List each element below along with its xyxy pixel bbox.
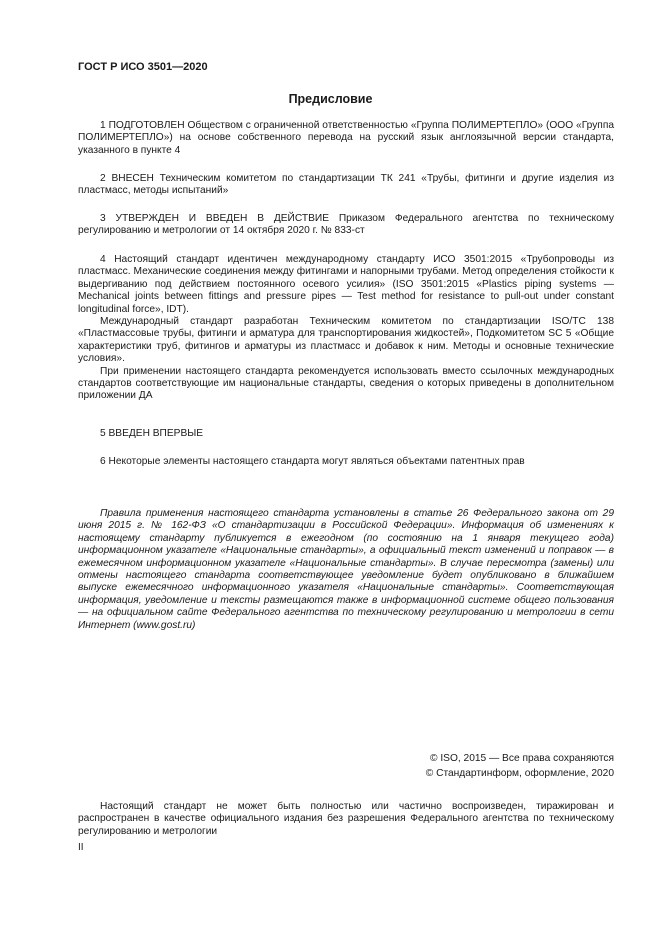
- section-2: [78, 173, 614, 198]
- section-6: [78, 456, 614, 468]
- section-4: [78, 254, 614, 403]
- section-3-text: 3 УТВЕРЖДЕН И ВВЕДЕН В ДЕЙСТВИЕ Приказом Федерального агентства по техническому регулированию и метрологии от 14 октября 2020 г. № 833-ст: [78, 213, 614, 237]
- section-4-paragraph-3: При применении настоящего стандарта рекомендуется использовать вместо ссылочных международных стандартов соответствующие им национальные стандарты, сведения о которых приведены в дополнительном приложении ДА: [78, 365, 614, 402]
- reproduction-notice: [78, 801, 614, 838]
- page-title: Предисловие: [288, 92, 373, 106]
- section-1: [78, 120, 614, 157]
- section-5-text: 5 ВВЕДЕН ВПЕРВЫЕ: [100, 428, 204, 439]
- section-3: [78, 213, 614, 238]
- copyright-iso: © ISO, 2015 — Все права сохраняются: [430, 753, 614, 764]
- section-6-text: 6 Некоторые элементы настоящего стандарта могут являться объектами патентных прав: [100, 456, 525, 467]
- section-2-text: 2 ВНЕСЕН Техническим комитетом по стандартизации ТК 241 «Трубы, фитинги и другие изделия из пластмасс, методы испытаний»: [78, 173, 614, 197]
- rules-of-application-note: [78, 508, 614, 632]
- section-4-paragraph-2: Международный стандарт разработан Техническим комитетом по стандартизации ISO/TC 138 «Пластмассовые трубы, фитинги и арматура для транспортирования жидкостей», Подкомитетом SC 5 «Общие характеристики труб, фитингов и арматуры из пластмасс и добавок к ним. Методы и основные технические условия».: [78, 316, 614, 365]
- rules-of-application-text: Правила применения настоящего стандарта установлены в статье 26 Федерального закона от 29 июня 2015 г. № 162-ФЗ «О стандартизации в Российской Федерации». Информация об изменениях к настоящему стандарту публикуется в ежегодном (по состоянию на 1 января текущего года) информационном указателе «Национальные стандарты», а официальный текст изменений и поправок — в ежемесячном информационном указателе «Национальные стандарты». В случае пересмотра (замены) или отмены настоящего стандарта соответствующее уведомление будет опубликовано в ближайшем выпуске ежемесячного информационного указателя «Национальные стандарты». Соответствующая информация, уведомление и тексты размещаются также в информационной системе общего пользования — на официальном сайте Федерального агентства по техническому регулированию и метрологии в сети Интернет (www.gost.ru): [78, 508, 614, 631]
- section-1-text: 1 ПОДГОТОВЛЕН Обществом с ограниченной ответственностью «Группа ПОЛИМЕРТЕПЛО» (ООО «Группа ПОЛИМЕРТЕПЛО») на основе собственного перевода на русский язык англоязычной версии стандарта, указанного в пункте 4: [78, 120, 614, 156]
- standard-code-header: ГОСТ Р ИСО 3501—2020: [78, 61, 208, 73]
- copyright-standartinform: © Стандартинформ, оформление, 2020: [425, 767, 614, 779]
- reproduction-notice-text: Настоящий стандарт не может быть полностью или частично воспроизведен, тиражирован и распространен в качестве официального издания без разрешения Федерального агентства по техническому регулированию и метрологии: [78, 801, 614, 837]
- copyright-block: [426, 752, 614, 781]
- page-number: II: [78, 842, 84, 853]
- section-4-paragraph-1: 4 Настоящий стандарт идентичен международному стандарту ИСО 3501:2015 «Трубопроводы из пластмасс. Механические соединения между фитингами и напорными трубами. Метод определения стойкости к выдергиванию под действием постоянного осевого усилия» (ISO 3501:2015 «Plastics piping systems — Mechanical joints between fittings and pressure pipes — Test method for resistance to pull-out under constant longitudinal force», IDT).: [78, 254, 614, 315]
- section-5: [78, 428, 614, 440]
